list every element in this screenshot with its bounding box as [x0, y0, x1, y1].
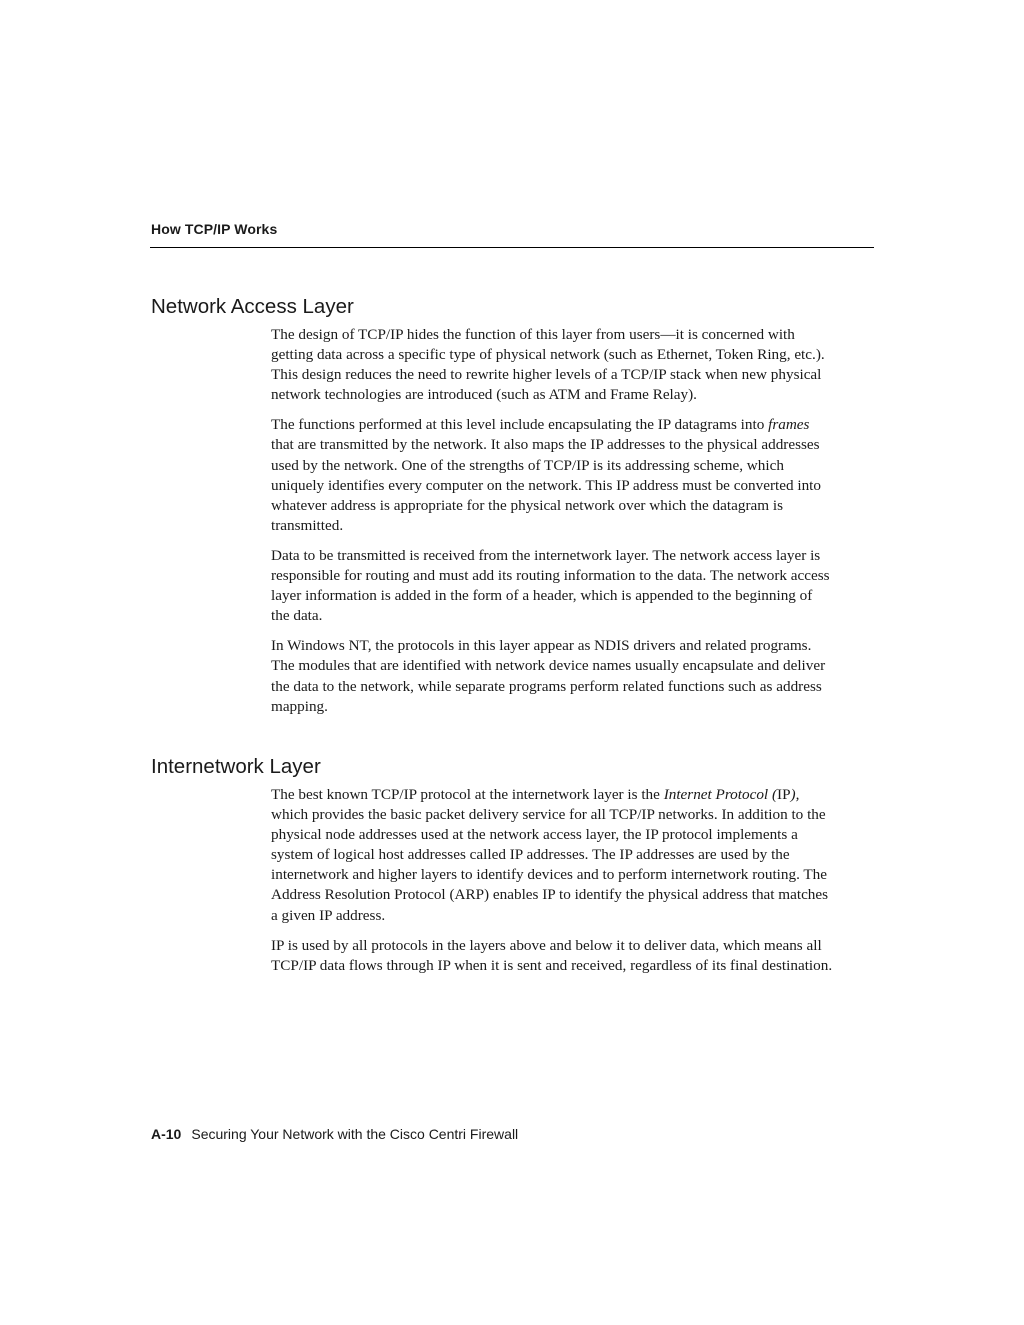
- text-line: IP is used by all protocols in the layers above and below it to deliver data, which means all: [271, 936, 822, 954]
- text-run: The best known TCP/IP protocol at the internetwork layer is the: [271, 786, 664, 803]
- paragraph: [271, 785, 875, 926]
- text-line: [271, 415, 875, 435]
- text-line: physical node addresses used at the network access layer, the IP protocol implements a: [271, 826, 798, 844]
- text-line: whatever address is appropriate for the physical network over which the datagram is: [271, 496, 783, 514]
- page-footer: [151, 1126, 518, 1142]
- section-body-internetwork-layer: [271, 785, 875, 986]
- text-line: Address Resolution Protocol (ARP) enables IP to identify the physical address that matches: [271, 886, 829, 904]
- section-heading-network-access-layer: Network Access Layer: [151, 295, 354, 318]
- text-line: TCP/IP data flows through IP when it is sent and received, regardless of its final destination.: [271, 956, 833, 974]
- text-run: The functions performed at this level include encapsulating the IP datagrams into: [271, 416, 769, 434]
- text-line: This design reduces the need to rewrite higher levels of a TCP/IP stack when new physical: [271, 366, 822, 384]
- text-line: network technologies are introduced (such as ATM and Frame Relay).: [271, 386, 697, 404]
- text-line: getting data across a specific type of physical network (such as Ethernet, Token Ring, etc.).: [271, 346, 825, 364]
- text-line: which provides the basic packet delivery service for all TCP/IP networks. In addition to the: [271, 806, 826, 824]
- book-title: Securing Your Network with the Cisco Centri Firewall: [191, 1126, 519, 1142]
- text-line: transmitted.: [271, 516, 344, 534]
- text-line: [271, 785, 875, 805]
- header-rule: [150, 247, 874, 248]
- italic-term: ),: [790, 786, 800, 803]
- text-line: Data to be transmitted is received from the internetwork layer. The network access layer is: [271, 546, 821, 564]
- text-line: The design of TCP/IP hides the function of this layer from users—it is concerned with: [271, 326, 795, 343]
- text-line: mapping.: [271, 697, 328, 715]
- paragraph: [271, 636, 875, 716]
- paragraph: [271, 936, 875, 976]
- section-body-network-access-layer: [271, 325, 875, 727]
- paragraph: [271, 546, 875, 626]
- italic-term: Internet Protocol (: [663, 786, 778, 803]
- text-line: the data to the network, while separate programs perform related functions such as address: [271, 677, 822, 695]
- page-number: A-10: [151, 1126, 182, 1142]
- text-line: the data.: [271, 607, 323, 625]
- paragraph: [271, 415, 875, 536]
- text-line: The modules that are identified with network device names usually encapsulate and deliver: [271, 657, 826, 675]
- paragraph: [271, 325, 875, 405]
- text-line: layer information is added in the form of a header, which is appended to the beginning of: [271, 587, 813, 605]
- text-line: a given IP address.: [271, 906, 386, 924]
- italic-term: frames: [768, 416, 810, 434]
- running-header: How TCP/IP Works: [151, 221, 278, 237]
- text-line: responsible for routing and must add its routing information to the data. The network access: [271, 567, 830, 585]
- section-heading-internetwork-layer: Internetwork Layer: [151, 755, 321, 778]
- text-line: uniquely identifies every computer on the network. This IP address must be converted into: [271, 476, 821, 494]
- text-line: In Windows NT, the protocols in this layer appear as NDIS drivers and related programs.: [271, 637, 812, 655]
- text-line: internetwork and higher layers to identify devices and to perform internetwork routing. The: [271, 866, 828, 884]
- text-line: system of logical host addresses called IP addresses. The IP addresses are used by the: [271, 846, 790, 864]
- text-line: used by the network. One of the strengths of TCP/IP is its addressing scheme, which: [271, 456, 784, 474]
- text-line: that are transmitted by the network. It also maps the IP addresses to the physical addresses: [271, 436, 820, 454]
- text-run: IP: [777, 786, 791, 803]
